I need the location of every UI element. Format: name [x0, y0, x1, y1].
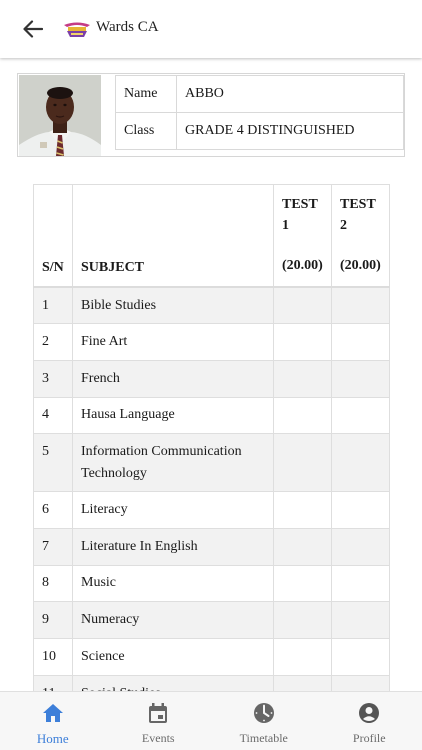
student-info-table: [115, 75, 404, 150]
nav-timetable-label: Timetable: [239, 731, 288, 745]
name-value: ABBO: [177, 76, 404, 113]
row-sn: 10: [34, 639, 73, 676]
table-header-row: [34, 185, 390, 288]
row-subject: Hausa Language: [73, 397, 274, 434]
row-test1: [274, 639, 332, 676]
table-row: [34, 602, 390, 639]
row-test1: [274, 492, 332, 529]
row-test1: [274, 528, 332, 565]
row-sn: 9: [34, 602, 73, 639]
row-test2: [332, 492, 390, 529]
row-test1: [274, 602, 332, 639]
sn-header: S/N: [34, 185, 73, 288]
row-test2: [332, 360, 390, 397]
row-subject: Numeracy: [73, 602, 274, 639]
table-row: [34, 639, 390, 676]
account-icon: [357, 701, 381, 725]
row-test1: [274, 324, 332, 361]
table-row: [34, 492, 390, 529]
table-row: [34, 434, 390, 492]
row-sn: 8: [34, 565, 73, 602]
row-test1: [274, 360, 332, 397]
row-test1: [274, 287, 332, 324]
test2-title: TEST 2: [340, 197, 376, 233]
row-subject: Fine Art: [73, 324, 274, 361]
nav-events-label: Events: [141, 731, 175, 745]
row-test1: [274, 434, 332, 492]
app-bar: [0, 0, 422, 58]
test2-max: (20.00): [340, 258, 381, 273]
clock-icon: [252, 701, 276, 725]
row-subject: Bible Studies: [73, 287, 274, 324]
table-row: [34, 360, 390, 397]
row-test2: [332, 324, 390, 361]
row-test2: [332, 602, 390, 639]
nav-profile-label: Profile: [352, 731, 386, 745]
table-row: [34, 528, 390, 565]
row-test2: [332, 397, 390, 434]
row-subject: Science: [73, 639, 274, 676]
test1-max: (20.00): [282, 258, 323, 273]
student-photo: [19, 75, 101, 156]
row-subject: Literacy: [73, 492, 274, 529]
test1-title: TEST 1: [282, 197, 318, 233]
row-sn: 7: [34, 528, 73, 565]
nav-profile[interactable]: [317, 692, 422, 750]
row-test2: [332, 528, 390, 565]
back-button[interactable]: [20, 17, 46, 41]
row-test2: [332, 565, 390, 602]
row-sn: 4: [34, 397, 73, 434]
row-sn: 3: [34, 360, 73, 397]
row-test2: [332, 434, 390, 492]
class-value: GRADE 4 DISTINGUISHED: [177, 113, 404, 150]
table-row: [34, 287, 390, 324]
test2-header: [332, 185, 390, 288]
arrow-back-icon: [23, 20, 43, 38]
home-icon: [41, 701, 65, 725]
nav-events[interactable]: [106, 692, 212, 750]
row-sn: 2: [34, 324, 73, 361]
row-sn: 1: [34, 287, 73, 324]
table-row: [34, 324, 390, 361]
row-subject: French: [73, 360, 274, 397]
row-test2: [332, 287, 390, 324]
row-test1: [274, 397, 332, 434]
bottom-nav: [0, 691, 422, 750]
nav-home[interactable]: [0, 692, 106, 750]
nav-timetable[interactable]: [211, 692, 317, 750]
table-row: [34, 397, 390, 434]
school-logo: [63, 19, 91, 39]
row-sn: 6: [34, 492, 73, 529]
row-subject: Literature In English: [73, 528, 274, 565]
class-label: Class: [116, 113, 177, 150]
test1-header: [274, 185, 332, 288]
subject-header: SUBJECT: [73, 185, 274, 288]
row-sn: 5: [34, 434, 73, 492]
row-test1: [274, 565, 332, 602]
row-subject: Music: [73, 565, 274, 602]
name-label: Name: [116, 76, 177, 113]
row-test2: [332, 639, 390, 676]
row-subject: Information Communication Technology: [73, 434, 274, 492]
grades-table-container[interactable]: [33, 184, 389, 712]
student-card: [17, 73, 405, 157]
grades-table: [33, 184, 390, 712]
table-row: [34, 565, 390, 602]
calendar-icon: [146, 701, 170, 725]
app-title: Wards CA: [96, 19, 159, 35]
nav-home-label: Home: [36, 731, 69, 746]
